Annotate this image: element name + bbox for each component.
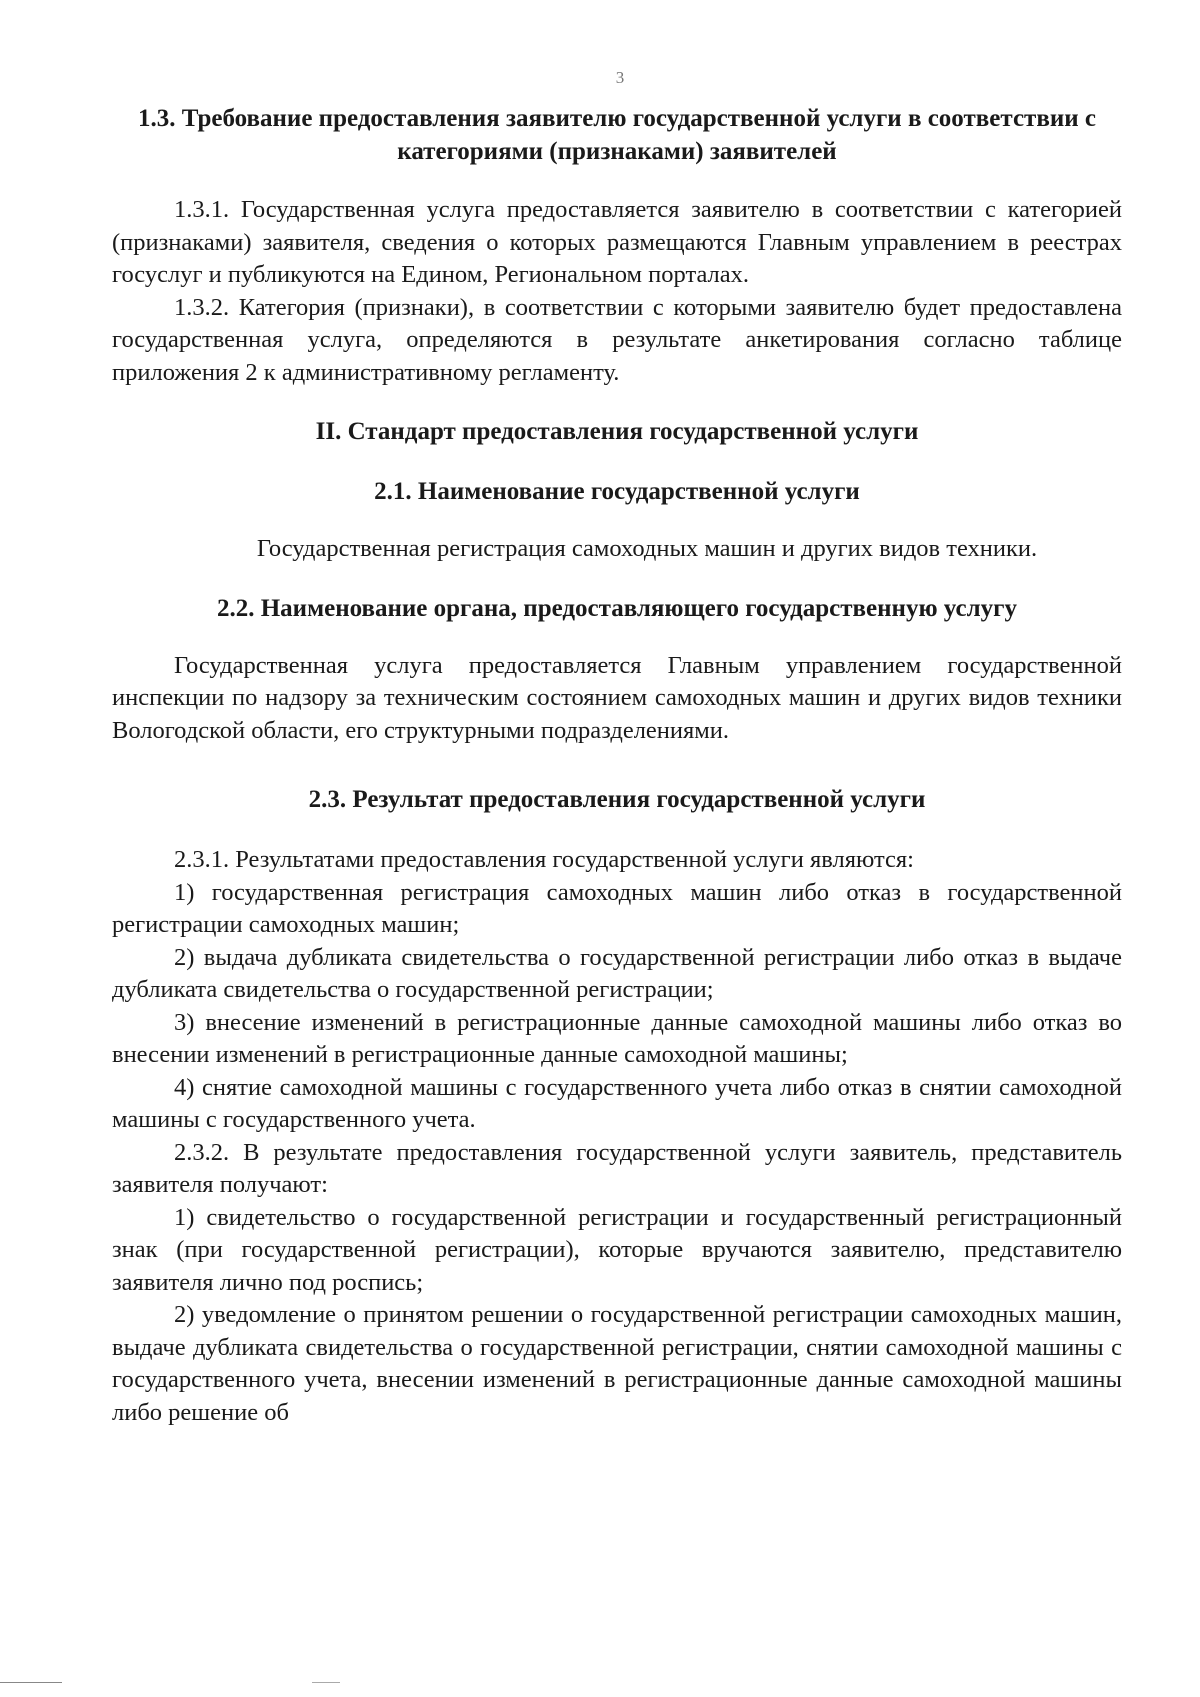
- document-body: [112, 102, 1122, 1429]
- list-item-result-1: 1) государственная регистрация самоходных машин либо отказ в государственной регистрации самоходных машин;: [112, 878, 1122, 938]
- paragraph-2-3-2: 2.3.2. В результате предоставления государственной услуги заявитель, представитель заявителя получают:: [112, 1138, 1122, 1198]
- section-2-1: [112, 475, 1122, 566]
- paragraph-2-3-1: 2.3.1. Результатами предоставления государственной услуги являются:: [174, 846, 914, 873]
- paragraph-1-3-2: 1.3.2. Категория (признаки), в соответствии с которыми заявителю будет предоставлена государственная услуга, определяются в результате анкетирования согласно таблице приложения 2 к административному регламенту.: [112, 293, 1122, 386]
- scan-mark-middle: [312, 1682, 340, 1683]
- section-2-3: [112, 783, 1122, 1429]
- service-name-text: Государственная регистрация самоходных машин и других видов техники.: [256, 535, 1038, 562]
- list-item-result-3: 3) внесение изменений в регистрационные данные самоходной машины либо отказ во внесении изменений в регистрационные данные самоходной машины;: [112, 1008, 1122, 1068]
- section-2: [112, 415, 1122, 448]
- service-provider-text: Государственная услуга предоставляется Главным управлением государственной инспекции по надзору за техническим состоянием самоходных машин и других видов техники Вологодской области, его структурными подразделениями.: [112, 651, 1122, 744]
- list-item-result-2: 2) выдача дубликата свидетельства о государственной регистрации либо отказ в выдаче дубликата свидетельства о государственной регистрации;: [112, 943, 1122, 1003]
- page-number: 3: [615, 68, 625, 87]
- list-item-receive-2: 2) уведомление о принятом решении о государственной регистрации самоходных машин, выдаче дубликата свидетельства о государственной регистрации, снятии самоходной машины с государственного учета, внесении изменений в регистрационные данные самоходной машины либо решение об: [112, 1301, 1122, 1426]
- section-1-3: [112, 102, 1122, 389]
- list-item-receive-1: 1) свидетельство о государственной регистрации и государственный регистрационный знак (при государственной регистрации), которые вручаются заявителю, представителю заявителя лично под роспись;: [112, 1203, 1122, 1296]
- section-2-heading: II. Стандарт предоставления государственной услуги: [315, 418, 919, 445]
- paragraph-1-3-1: 1.3.1. Государственная услуга предоставляется заявителю в соответствии с категорией (признаками) заявителя, сведения о которых размещаются Главным управлением в реестрах госуслуг и публикуются на Едином, Региональном порталах.: [112, 196, 1122, 288]
- list-item-result-4: 4) снятие самоходной машины с государственного учета либо отказ в снятии самоходной машины с государственного учета.: [112, 1073, 1122, 1133]
- section-2-3-heading: 2.3. Результат предоставления государственной услуги: [308, 786, 926, 813]
- scan-mark-left: [0, 1682, 62, 1683]
- section-1-3-heading: 1.3. Требование предоставления заявителю государственной услуги в соответствии с категориями (признаками) заявителей: [138, 105, 1096, 165]
- section-2-2-heading: 2.2. Наименование органа, предоставляющего государственную услугу: [216, 594, 1018, 622]
- scan-edge-marks: [0, 1682, 1200, 1686]
- section-2-2: [112, 592, 1122, 748]
- section-2-1-heading: 2.1. Наименование государственной услуги: [374, 478, 860, 505]
